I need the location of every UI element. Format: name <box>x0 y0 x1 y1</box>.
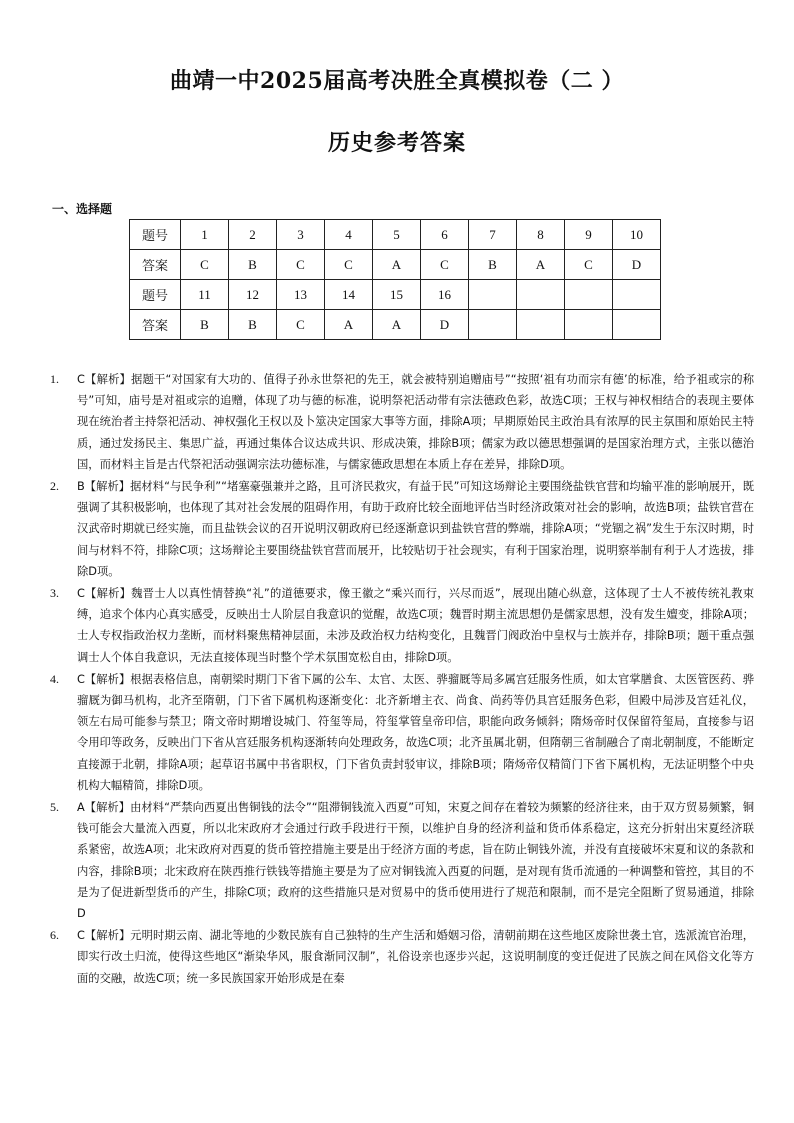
table-cell: A <box>373 250 421 280</box>
table-cell: 16 <box>421 280 469 310</box>
table-cell: 15 <box>373 280 421 310</box>
table-cell: 1 <box>181 220 229 250</box>
item-number: 6. <box>50 928 59 943</box>
item-number: 4. <box>50 671 59 686</box>
table-cell: B <box>229 250 277 280</box>
table-cell: 11 <box>181 280 229 310</box>
item-number: 2. <box>50 479 59 494</box>
table-cell: C <box>277 250 325 280</box>
item-text: C【解析】元明时期云南、湖北等地的少数民族有自己独特的生产生活和婚姻习俗，清朝前期在这些地区废除世袭土官，选派流官治理，即实行改土归流，使得这些地区“渐染华风，服食渐同汉制”，礼俗设亲也逐步兴起，这说明制度的变迁促进了民族之间在风俗文化等方面的交融，故选C项；统一多民族国家开始形成是在秦 <box>77 929 754 985</box>
table-row <box>130 220 661 250</box>
item-text: B【解析】据材料“与民争利”“堵塞豪强兼并之路，且可济民救灾，有益于民”可知这场辩论主要围绕盐铁官营和均输平准的影响展开，既强调了其积极影响，也体现了其对社会发展的阻碍作用，有助于政府比较全面地评估当时经济政策对社会的影响，故选B项；盐铁官营在汉武帝时期就已经实施，而且盐铁会议的召开说明汉朝政府已经逐渐意识到盐铁官营的弊端，排除A项；“党锢之祸”发生于东汉时期，时间与材料不符，排除C项；这场辩论主要围绕盐铁官营而展开，比较贴切于社会现实，有利于国家治理，说明察举制有利于人才选拔，排除D项。 <box>77 480 754 578</box>
item-text: A【解析】由材料“严禁向西夏出售铜钱的法令”“阻滞铜钱流入西夏”可知，宋夏之间存在着较为频繁的经济往来，由于双方贸易频繁，铜钱可能会大量流入西夏，所以北宋政府才会通过行政手段进行干预，以维护自身的经济利益和货币体系稳定，这充分折射出宋夏经济联系紧密，故选A项；北宋政府对西夏的货币管控措施主要是出于经济方面的考虑，旨在防止铜钱外流，并没有直接破坏宋夏和议的条款和内容，排除B项；北宋政府在陕西推行铁钱等措施主要是为了应对铜钱流入西夏的问题，是对现有货币流通的一种调整和管控，其目的不是为了促进新型货币的产生，排除C项；政府的这些措施只是对贸易中的货币使用进行了规范和限制，而不是完全阻断了贸易通道，排除D <box>77 801 754 921</box>
table-cell <box>613 280 661 310</box>
table-cell: 9 <box>565 220 613 250</box>
table-cell: D <box>613 250 661 280</box>
table-cell: C <box>325 250 373 280</box>
table-cell: 14 <box>325 280 373 310</box>
explanation-item <box>50 476 754 582</box>
table-cell: A <box>325 310 373 340</box>
table-cell: 2 <box>229 220 277 250</box>
table-cell <box>517 280 565 310</box>
item-text: C【解析】魏晋士人以真性情替换“礼”的道德要求，像王徽之“乘兴而行，兴尽而返”，展现出随心纵意，这体现了士人不被传统礼教束缚，追求个体内心真实感受，反映出士人阶层自我意识的觉醒，故选C项；魏晋时期主流思想仍是儒家思想，没有发生嬗变，排除A项；士人专权指政治权力垄断，而材料聚焦精神层面，未涉及政治权力结构变化，且魏晋门阀政治中皇权与士族并存，排除B项；题干重点强调士人个体自我意识，无法直接体现当时整个学术氛围宽松自由，排除D项。 <box>77 587 754 664</box>
table-cell: 3 <box>277 220 325 250</box>
table-row-header: 答案 <box>130 250 181 280</box>
item-number: 5. <box>50 800 59 815</box>
table-cell: B <box>229 310 277 340</box>
table-cell <box>469 310 517 340</box>
explanation-item <box>50 797 754 924</box>
table-row-header: 题号 <box>130 220 181 250</box>
table-row <box>130 310 661 340</box>
table-cell: 4 <box>325 220 373 250</box>
table-cell: B <box>469 250 517 280</box>
explanation-list <box>50 369 754 990</box>
table-cell <box>565 280 613 310</box>
table-cell: A <box>517 250 565 280</box>
explanation-item <box>50 369 754 475</box>
explanation-item <box>50 925 754 989</box>
answer-table <box>129 219 661 340</box>
table-cell <box>517 310 565 340</box>
table-row-header: 答案 <box>130 310 181 340</box>
section-heading: 一、选择题 <box>52 202 113 216</box>
table-cell: 6 <box>421 220 469 250</box>
table-cell: 12 <box>229 280 277 310</box>
item-number: 1. <box>50 372 59 386</box>
table-cell: 7 <box>469 220 517 250</box>
table-cell: 10 <box>613 220 661 250</box>
table-cell: 13 <box>277 280 325 310</box>
explanation-item <box>50 669 754 796</box>
table-row <box>130 250 661 280</box>
table-cell: 5 <box>373 220 421 250</box>
table-cell: C <box>565 250 613 280</box>
table-cell <box>565 310 613 340</box>
table-cell <box>469 280 517 310</box>
table-cell: 8 <box>517 220 565 250</box>
document-title: 曲靖一中2025届高考决胜全真模拟卷（二 ） <box>170 68 624 94</box>
document-subtitle: 历史参考答案 <box>327 130 466 156</box>
table-cell <box>613 310 661 340</box>
table-cell: A <box>373 310 421 340</box>
table-row-header: 题号 <box>130 280 181 310</box>
table-cell: C <box>277 310 325 340</box>
item-number: 3. <box>50 586 59 601</box>
table-row <box>130 280 661 310</box>
item-text: C【解析】据题干“对国家有大功的、值得子孙永世祭祀的先王，就会被特别追赠庙号”“按照‘祖有功而宗有德’的标准，给予祖或宗的称号”可知，庙号是对祖或宗的追赠，体现了功与德的标准，说明祭祀活动带有宗法德政色彩，故选C项；王权与神权相结合的表现主要体现在统治者主持祭祀活动、神权强化王权以及卜筮决定国家大事等方面，排除A项；早期原始民主政治具有浓厚的民主氛围和原始民主特质，通过发扬民主、集思广益，再通过集体合议达成共识、形成决策，排除B项；儒家为政以德思想强调的是国家治理方式，主张以德治国，而材料主旨是古代祭祀活动强调宗法功德标准，与儒家德政思想在本质上存在差异，排除D项。 <box>77 373 754 471</box>
table-cell: D <box>421 310 469 340</box>
table-cell: B <box>181 310 229 340</box>
table-cell: C <box>421 250 469 280</box>
item-text: C【解析】根据表格信息，南朝梁时期门下省下属的公车、太官、太医、骅骝厩等局多属宫廷服务性质，如太官掌膳食、太医管医药、骅骝厩为御马机构，北齐至隋朝，门下省下属机构逐渐变化：北齐新增主衣、尚食、尚药等仍具宫廷服务色彩，但殿中局涉及宫廷礼仪，领左右局可能参与禁卫；隋文帝时期增设城门、符玺等局，符玺掌管皇帝印信，职能向政务倾斜；隋炀帝时仅保留符玺局，直接参与诏令用印等政务，反映出门下省从宫廷服务机构逐渐转向处理政务，故选C项；北齐虽属北朝，但隋朝三省制融合了南北朝制度，不能断定直接源于北朝，排除A项；起草诏书属中书省职权，门下省负责封驳审议，排除B项；隋炀帝仅精简门下省下属机构，无法证明整个中央机构大幅精简，排除D项。 <box>77 672 754 792</box>
explanation-item <box>50 583 754 668</box>
table-cell: C <box>181 250 229 280</box>
